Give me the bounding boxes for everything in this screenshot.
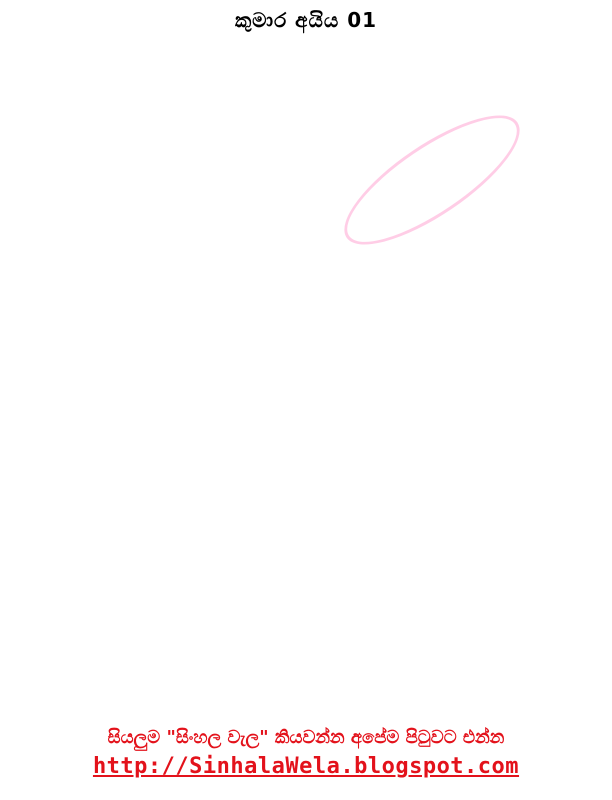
blog-link[interactable]: http://SinhalaWela.blogspot.com — [92, 754, 520, 779]
footer — [0, 724, 612, 782]
footer-tagline: සියලුම "සිංහල වැල" කියවන්න අපේම පිටුවට එන්න — [107, 727, 505, 748]
story-body — [0, 56, 612, 714]
story-title: කුමාර අයිය 01 — [234, 8, 378, 32]
